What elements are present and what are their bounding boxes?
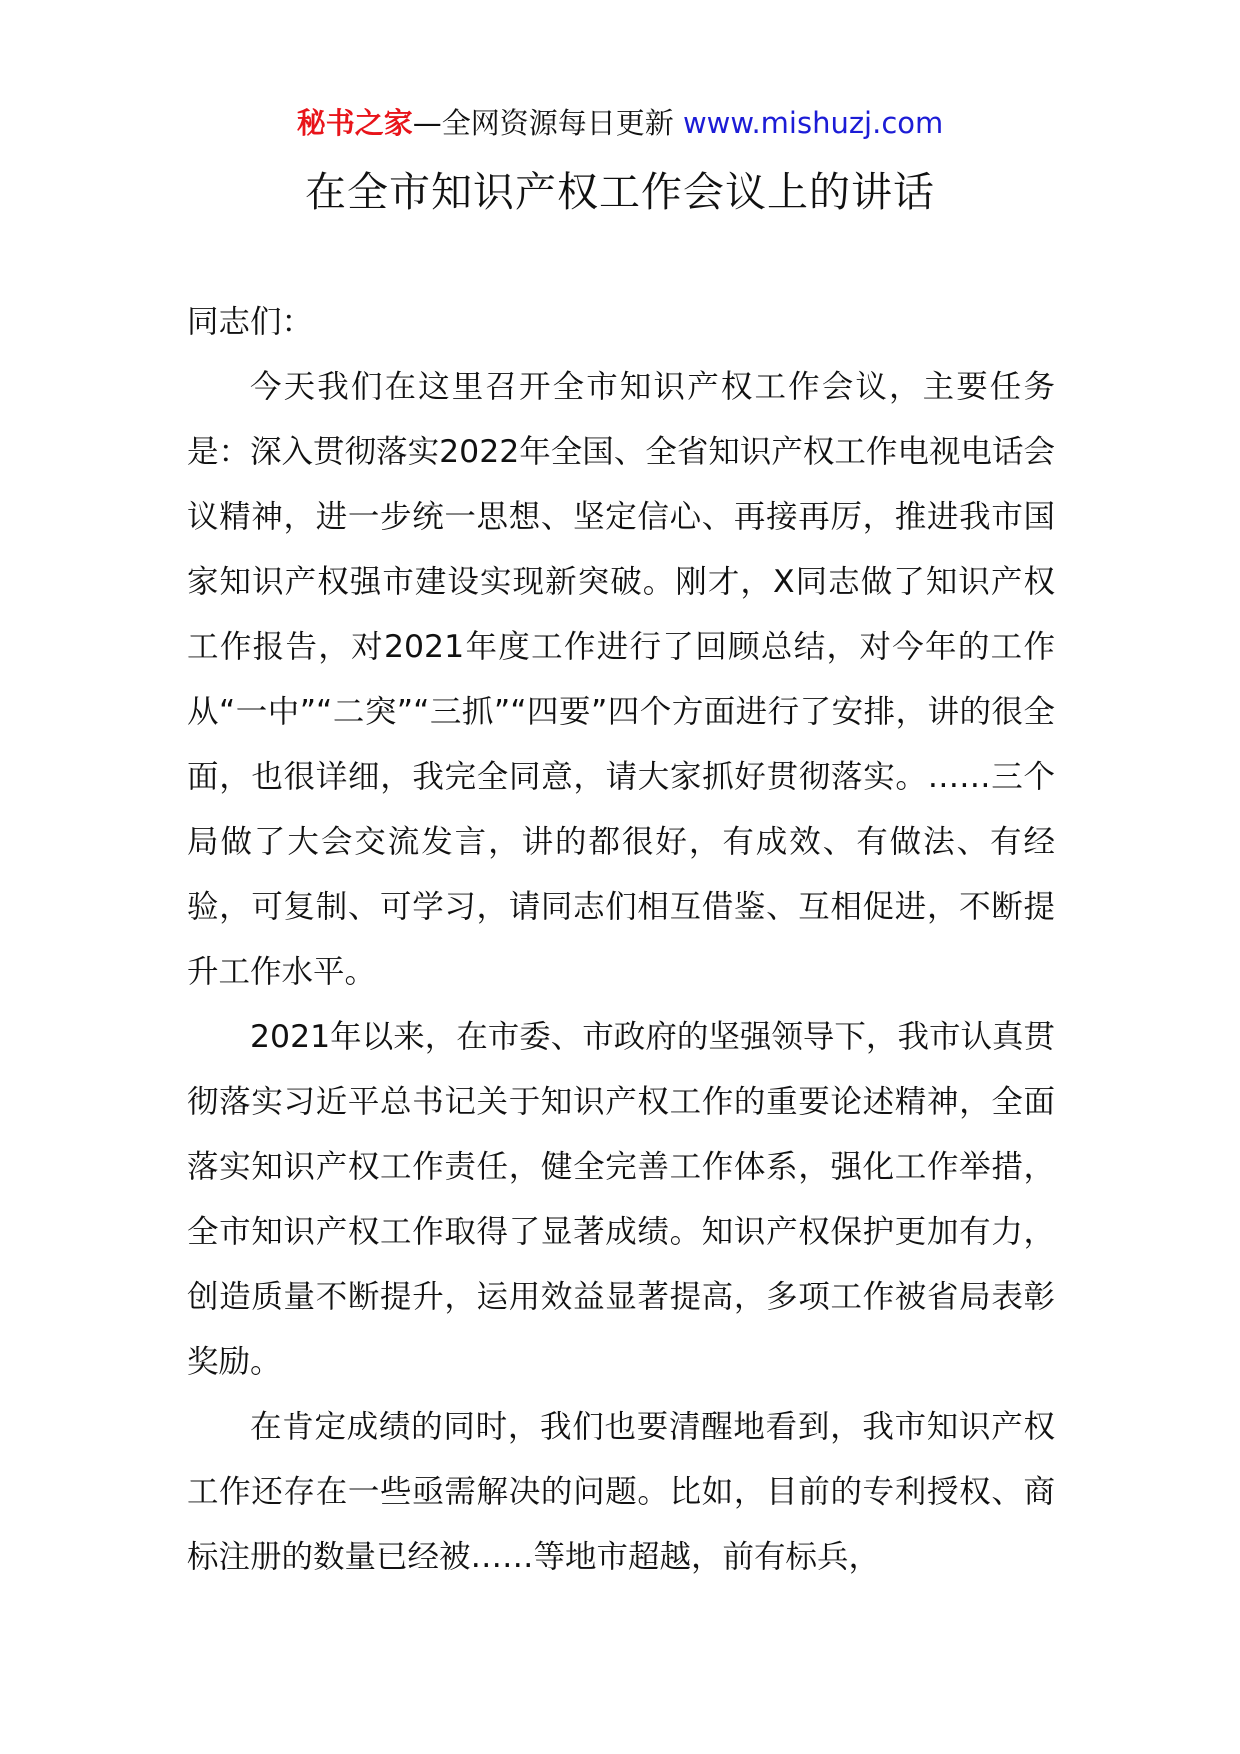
- site-url-link[interactable]: www.mishuzj.com: [682, 106, 944, 140]
- document-body: [187, 290, 1055, 1590]
- salutation: 同志们：: [187, 304, 314, 340]
- site-slogan: —全网资源每日更新: [412, 106, 683, 140]
- paragraph-2: 2021年以来，在市委、市政府的坚强领导下，我市认真贯彻落实习近平总书记关于知识产权工作的重要论述精神，全面落实知识产权工作责任，健全完善工作体系，强化工作举措，全市知识产权工作取得了显著成绩。知识产权保护更加有力，创造质量不断提升，运用效益显著提高，多项工作被省局表彰奖励。: [187, 1019, 1055, 1380]
- brand-name: 秘书之家: [296, 106, 413, 140]
- site-header: [0, 103, 1240, 143]
- paragraph-1: 今天我们在这里召开全市知识产权工作会议，主要任务是：深入贯彻落实2022年全国、全省知识产权工作电视电话会议精神，进一步统一思想、坚定信心、再接再厉，推进我市国家知识产权强市建设实现新突破。刚才，X同志做了知识产权工作报告，对2021年度工作进行了回顾总结，对今年的工作从“一中”“二突”“三抓”“四要”四个方面进行了安排，讲的很全面，也很详细，我完全同意，请大家抓好贯彻落实。……三个局做了大会交流发言，讲的都很好，有成效、有做法、有经验，可复制、可学习，请同志们相互借鉴、互相促进，不断提升工作水平。: [187, 369, 1055, 990]
- document-title: 在全市知识产权工作会议上的讲话: [305, 168, 935, 216]
- paragraph-3: 在肯定成绩的同时，我们也要清醒地看到，我市知识产权工作还存在一些亟需解决的问题。比如，目前的专利授权、商标注册的数量已经被……等地市超越，前有标兵，: [187, 1409, 1055, 1575]
